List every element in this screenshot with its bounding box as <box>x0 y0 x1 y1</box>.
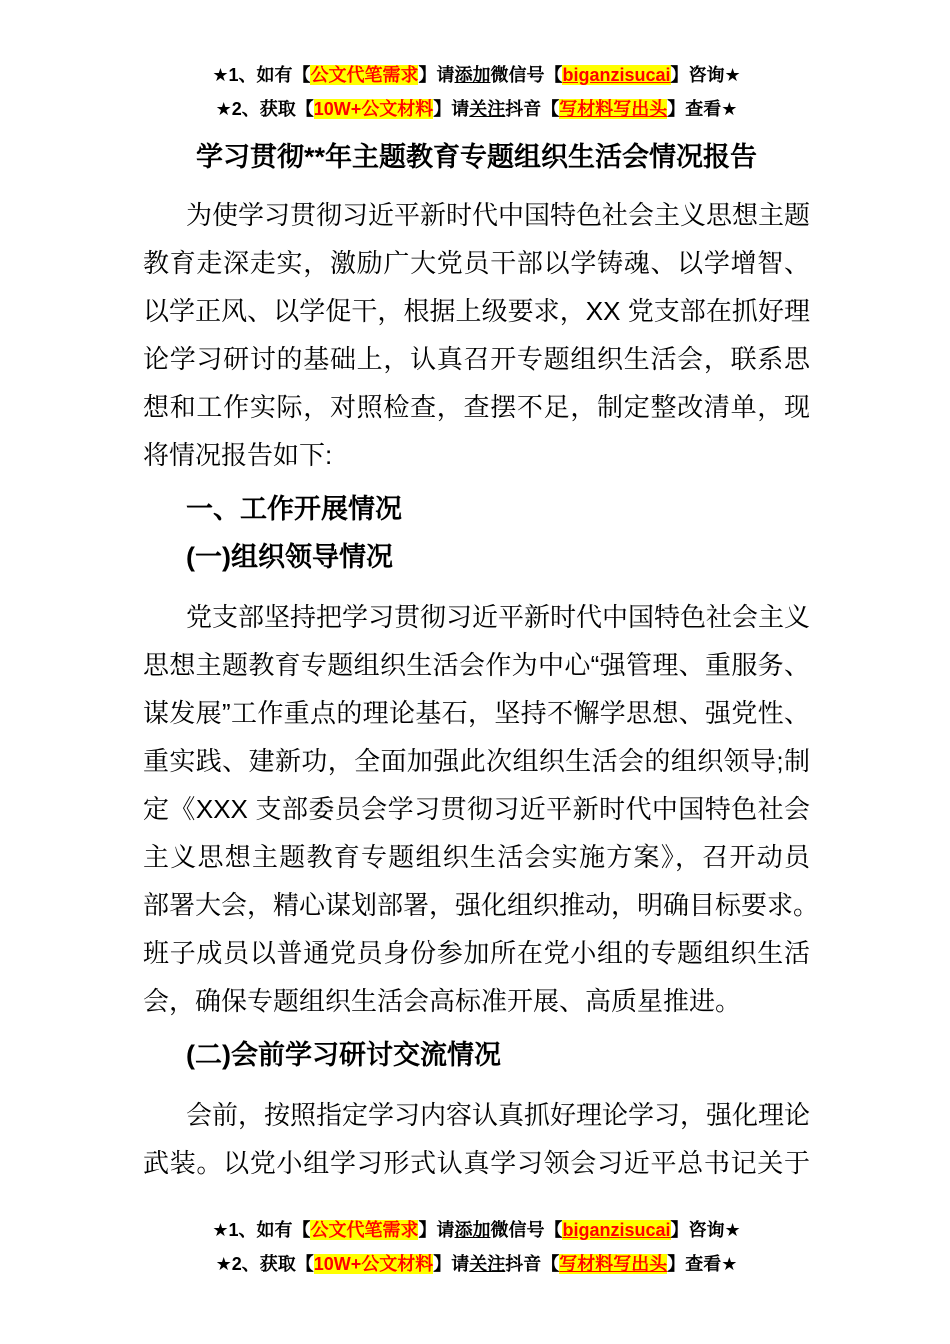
promo-text: 】请 <box>433 99 470 119</box>
text-line: 会，确保专题组织生活会高标准开展、高质星推进。 <box>143 986 742 1016</box>
promo-highlight-text: 写材料写出头 <box>559 99 668 119</box>
document-title: 学习贯彻**年主题教育专题组织生活会情况报告 <box>195 142 757 172</box>
promo-line <box>143 92 810 126</box>
subsection-heading: (二)会前学习研讨交流情况 <box>186 1040 501 1070</box>
promo-highlight-text: 10W+公文材料 <box>313 99 434 119</box>
text-line: 谋发展”工作重点的理论基石，坚持不懈学思想、强党性、 <box>143 698 810 728</box>
text-line: 主义思想主题教育专题组织生活会实施方案》，召开动员 <box>143 842 810 872</box>
promo-text: 微信号【 <box>490 1220 563 1240</box>
promo-text: 】咨询★ <box>670 65 741 85</box>
promo-text: 】查看★ <box>667 99 738 119</box>
promo-highlight-text: biganzisucai <box>562 65 671 85</box>
text-line: 会前，按照指定学习内容认真抓好理论学习，强化理论 <box>186 1100 811 1130</box>
promo-line <box>143 1213 810 1247</box>
text-line: 以学正风、以学促干，根据上级要求，XX 党支部在抓好理 <box>143 296 810 326</box>
text-line: 为使学习贯彻习近平新时代中国特色社会主义思想主题 <box>186 200 811 230</box>
promo-text: ★1、如有【 <box>212 65 311 85</box>
text-line: 定《XXX 支部委员会学习贯彻习近平新时代中国特色社会 <box>143 794 810 824</box>
promo-text: ★2、获取【 <box>215 99 314 119</box>
subsection-heading: (一)组织领导情况 <box>186 542 393 572</box>
text-line: 教育走深走实，激励广大党员干部以学铸魂、以学增智、 <box>143 248 810 278</box>
promo-underline-text: 添加 <box>454 65 491 85</box>
promo-text: 】查看★ <box>667 1254 738 1274</box>
promo-text: 】咨询★ <box>670 1220 741 1240</box>
text-line: 将情况报告如下: <box>143 440 333 470</box>
text-line: 武装。以党小组学习形式认真学习领会习近平总书记关于 <box>143 1148 810 1178</box>
promo-highlight-text: biganzisucai <box>562 1220 671 1240</box>
promo-line <box>143 58 810 92</box>
promo-text: 抖音【 <box>505 1254 560 1274</box>
text-line: 思想主题教育专题组织生活会作为中心“强管理、重服务、 <box>143 650 810 680</box>
promo-underline-text: 添加 <box>454 1220 491 1240</box>
promo-underline-text: 关注 <box>469 99 506 119</box>
text-line: 班子成员以普通党员身份参加所在党小组的专题组织生活 <box>143 938 810 968</box>
text-line: 部署大会，精心谋划部署，强化组织推动，明确目标要求。 <box>143 890 820 920</box>
promo-text: 微信号【 <box>490 65 563 85</box>
promo-text: ★1、如有【 <box>212 1220 311 1240</box>
section-heading: 一、工作开展情况 <box>186 494 402 524</box>
footer-promo-block <box>143 1213 810 1281</box>
promo-text: 】请 <box>418 65 455 85</box>
text-line: 党支部坚持把学习贯彻习近平新时代中国特色社会主义 <box>186 602 811 632</box>
promo-text: 抖音【 <box>505 99 560 119</box>
paragraph <box>143 191 810 479</box>
paragraph <box>143 593 820 1025</box>
document-body <box>143 183 820 1187</box>
paragraph <box>143 1091 810 1187</box>
promo-text: 】请 <box>433 1254 470 1274</box>
promo-underline-text: 关注 <box>469 1254 506 1274</box>
promo-text: ★2、获取【 <box>215 1254 314 1274</box>
promo-text: 】请 <box>418 1220 455 1240</box>
promo-highlight-text: 公文代笔需求 <box>310 65 419 85</box>
promo-highlight-text: 公文代笔需求 <box>310 1220 419 1240</box>
header-promo-block <box>143 58 810 126</box>
promo-highlight-text: 写材料写出头 <box>559 1254 668 1274</box>
text-line: 想和工作实际，对照检查，查摆不足，制定整改清单，现 <box>143 392 810 422</box>
promo-line <box>143 1247 810 1281</box>
promo-highlight-text: 10W+公文材料 <box>313 1254 434 1274</box>
text-line: 论学习研讨的基础上，认真召开专题组织生活会，联系思 <box>143 344 810 374</box>
text-line: 重实践、建新功，全面加强此次组织生活会的组织领导;制 <box>143 746 810 776</box>
